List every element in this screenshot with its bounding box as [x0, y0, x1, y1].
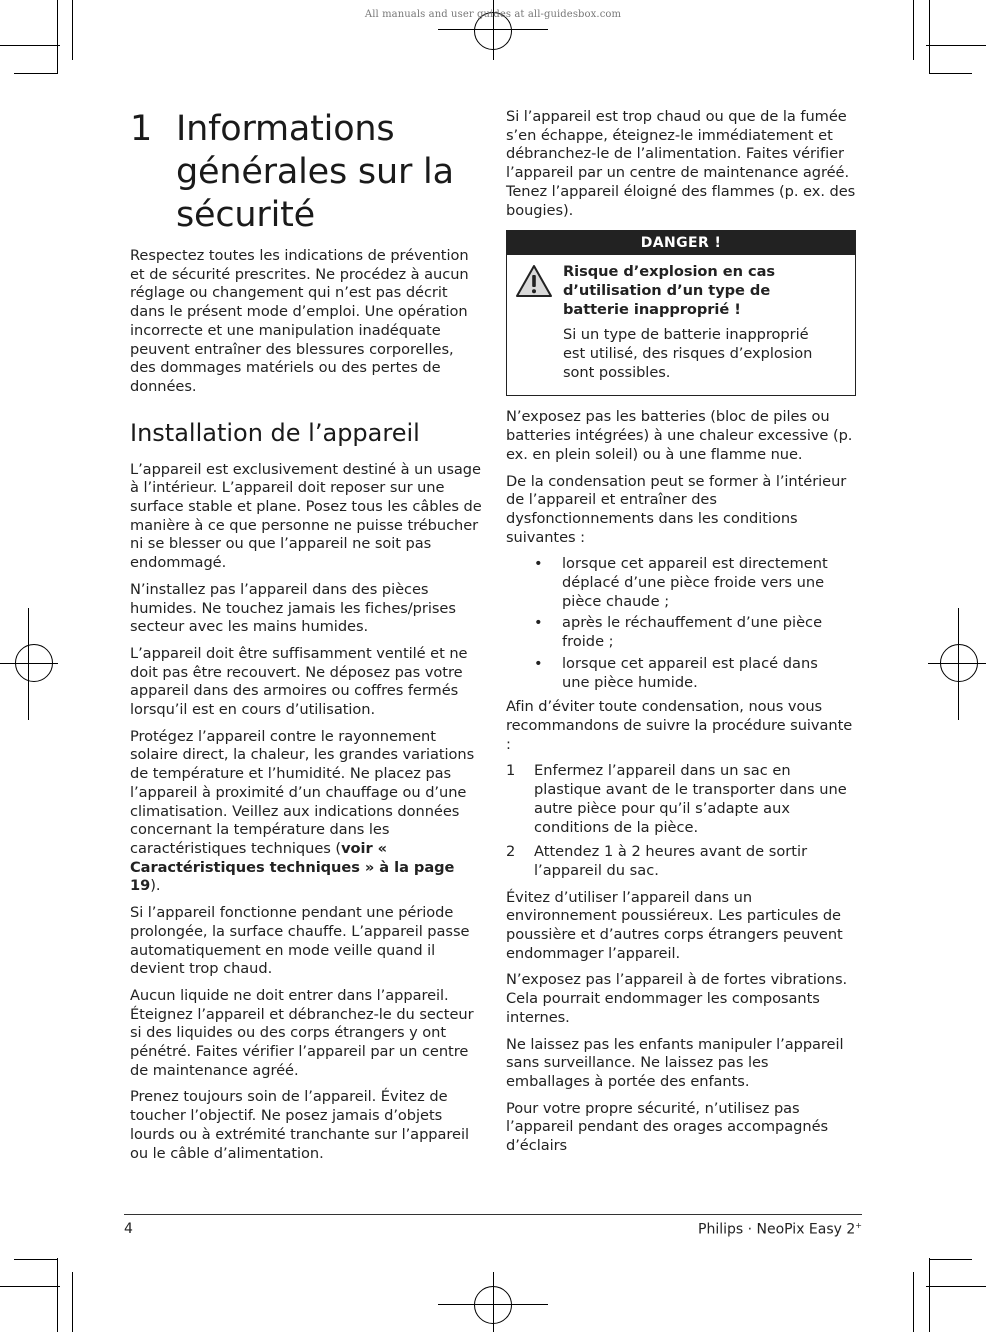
paragraph: N’installez pas l’appareil dans des pièces humides. Ne touchez jamais les fiches/prises secteur avec les mains humides.	[130, 580, 456, 636]
paragraph-with-reference	[130, 728, 482, 896]
paragraph-text: ).	[150, 877, 161, 895]
intro-paragraph: Respectez toutes les indications de prévention et de sécurité prescrites. Ne procédez à aucun réglage ou changement qui n’est pas décrit dans le présent mode d’emploi. Une opération incorrecte et une manipulation inadéquate peuvent entraîner des blessures corporelles, des dommages matériels ou des pertes de données.	[130, 247, 469, 395]
bullet-symbol: •	[534, 654, 543, 672]
warning-triangle-icon	[515, 263, 555, 389]
watermark: All manuals and user guides at all-guidesbox.com	[364, 9, 622, 20]
step-item	[506, 762, 856, 837]
paragraph: De la condensation peut se former à l’intérieur de l’appareil et entraîner des dysfonctionnements dans les conditions suivantes :	[506, 472, 847, 546]
procedure-steps	[506, 762, 856, 880]
page-number: 4	[124, 1221, 133, 1237]
paragraph: Afin d’éviter toute condensation, nous vous recommandons de suivre la procédure suivante :	[506, 698, 853, 753]
footer-brand	[698, 1221, 862, 1238]
step-number: 2	[506, 843, 516, 861]
paragraph: Pour votre propre sécurité, n’utilisez pas l’appareil pendant des orages accompagnés d’éclairs	[506, 1099, 829, 1155]
list-item-text: lorsque cet appareil est directement déplacé d’une pièce froide vers une pièce chaude ;	[562, 555, 828, 610]
danger-header: DANGER !	[507, 231, 855, 255]
brand-text: Philips · NeoPix Easy 2	[698, 1221, 856, 1238]
danger-text	[555, 263, 835, 389]
step-number: 1	[506, 762, 516, 780]
list-item-text: lorsque cet appareil est placé dans une pièce humide.	[562, 654, 818, 691]
paragraph: Si l’appareil fonctionne pendant une période prolongée, la surface chauffe. L’appareil passe automatiquement en mode veille quand il devient trop chaud.	[130, 904, 470, 978]
paragraph: N’exposez pas l’appareil à de fortes vibrations. Cela pourrait endommager les composants internes.	[506, 971, 848, 1026]
paragraph: Évitez d’utiliser l’appareil dans un environnement poussiéreux. Les particules de poussière et d’autres corps étrangers peuvent endommager l’appareil.	[506, 888, 843, 962]
list-item	[506, 614, 856, 651]
condensation-conditions-list	[506, 555, 856, 692]
danger-description: Si un type de batterie inapproprié est utilisé, des risques d’explosion sont possibles.	[563, 326, 813, 381]
brand-superscript: +	[855, 1221, 862, 1230]
paragraph: Prenez toujours soin de l’appareil. Évitez de toucher l’objectif. Ne posez jamais d’objets lourds ou à extrémité tranchante sur l’appareil ou le câble d’alimentation.	[130, 1088, 469, 1162]
left-column	[130, 108, 482, 1171]
danger-warning-box	[506, 230, 856, 396]
paragraph-text: Protégez l’appareil contre le rayonnement solaire direct, la chaleur, les grandes variations de température et l’humidité. Ne placez pas l’appareil à proximité d’un chauffage ou d’une climatisation. Veillez aux indications données concernant la température dans les caractéristiques techniques (	[130, 727, 475, 857]
chapter-number: 1	[130, 109, 153, 149]
right-column	[506, 108, 856, 1164]
step-item	[506, 843, 856, 880]
paragraph: N’exposez pas les batteries (bloc de piles ou batteries intégrées) à une chaleur excessive (p. ex. en plein soleil) ou à une flamme nue.	[506, 408, 853, 463]
paragraph: Si l’appareil est trop chaud ou que de la fumée s’en échappe, éteignez-le immédiatement et débranchez-le de l’alimentation. Faites vérifier l’appareil par un centre de maintenance agréé. Tenez l’appareil éloigné des flammes (p. ex. des bougies).	[506, 108, 856, 219]
paragraph: Ne laissez pas les enfants manipuler l’appareil sans surveillance. Ne laissez pas les emballages à portée des enfants.	[506, 1035, 844, 1090]
list-item	[506, 655, 856, 692]
step-text: Attendez 1 à 2 heures avant de sortir l’appareil du sac.	[534, 843, 808, 879]
bullet-symbol: •	[534, 555, 543, 573]
section-title-installation: Installation de l’appareil	[130, 418, 420, 447]
danger-title: Risque d’explosion en cas d’utilisation d’un type de batterie inapproprié !	[563, 263, 776, 318]
paragraph: L’appareil est exclusivement destiné à un usage à l’intérieur. L’appareil doit reposer sur une surface stable et plane. Posez tous les câbles de manière à ce que personne ne puisse trébucher ni se blesser ou que l’appareil ne soit pas endommagé.	[130, 460, 482, 572]
step-text: Enfermez l’appareil dans un sac en plastique avant de le transporter dans une autre pièce pour qu’il s’adapte aux conditions de la pièce.	[534, 762, 847, 836]
footer-divider	[124, 1214, 862, 1215]
danger-body	[507, 255, 855, 395]
technical-specs-link[interactable]: voir « Caractéristiques techniques » à la page 19	[130, 839, 455, 895]
list-item-text: après le réchauffement d’une pièce froide ;	[562, 614, 823, 651]
chapter-title	[130, 108, 482, 237]
paragraph: Aucun liquide ne doit entrer dans l’appareil. Éteignez l’appareil et débranchez-le du secteur si des liquides ou des corps étrangers y ont pénétré. Faites vérifier l’appareil par un centre de maintenance agréé.	[130, 986, 474, 1079]
paragraph: L’appareil doit être suffisamment ventilé et ne doit pas être recouvert. Ne déposez pas votre appareil dans des armoires ou coffres fermés lorsqu’il est en cours d’utilisation.	[130, 644, 468, 719]
chapter-title-text: Informations générales sur la sécurité	[176, 109, 454, 235]
bullet-symbol: •	[534, 614, 543, 632]
list-item	[506, 555, 856, 611]
